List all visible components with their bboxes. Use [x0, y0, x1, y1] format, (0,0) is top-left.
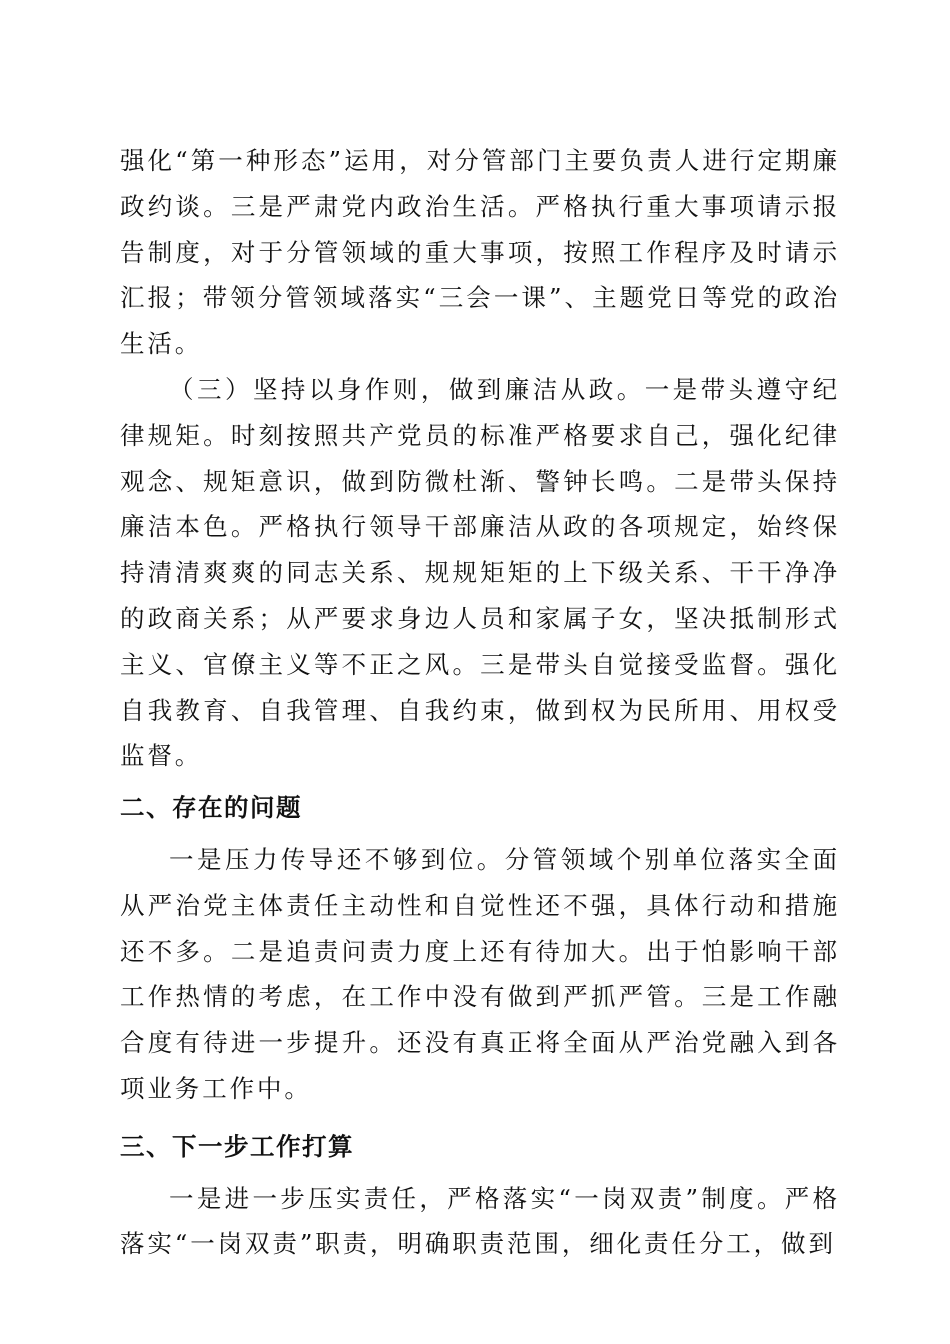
- section-heading-next-steps: 三、下一步工作打算: [120, 1131, 354, 1161]
- paragraph-problems: 一是压力传导还不够到位。分管领域个别单位落实全面从严治党主体责任主动性和自觉性还不强，具体行动和措施还不多。二是追责问责力度上还有待加大。出于怕影响干部工作热情的考虑，在工作中没有做到严抓严管。三是工作融合度有待进一步提升。还没有真正将全面从严治党融入到各项业务工作中。: [120, 844, 840, 1103]
- section-heading-problems: 二、存在的问题: [120, 793, 302, 823]
- document-body: [120, 138, 840, 1267]
- paragraph-next-steps: 一是进一步压实责任，严格落实“一岗双责”制度。严格落实“一岗双责”职责，明确职责范围，细化责任分工，做到: [120, 1183, 840, 1259]
- paragraph-party-political-life: 强化“第一种形态”运用，对分管部门主要负责人进行定期廉政约谈。三是严肃党内政治生活。严格执行重大事项请示报告制度，对于分管领域的重大事项，按照工作程序及时请示汇报；带领分管领域落实“三会一课”、主题党日等党的政治生活。: [120, 146, 840, 359]
- paragraph-integrity-section: （三）坚持以身作则，做到廉洁从政。一是带头遵守纪律规矩。时刻按照共产党员的标准严格要求自己，强化纪律观念、规矩意识，做到防微杜渐、警钟长鸣。二是带头保持廉洁本色。严格执行领导干部廉洁从政的各项规定，始终保持清清爽爽的同志关系、规规矩矩的上下级关系、干干净净的政商关系；从严要求身边人员和家属子女，坚决抵制形式主义、官僚主义等不正之风。三是带头自觉接受监督。强化自我教育、自我管理、自我约束，做到权为民所用、用权受监督。: [120, 374, 840, 771]
